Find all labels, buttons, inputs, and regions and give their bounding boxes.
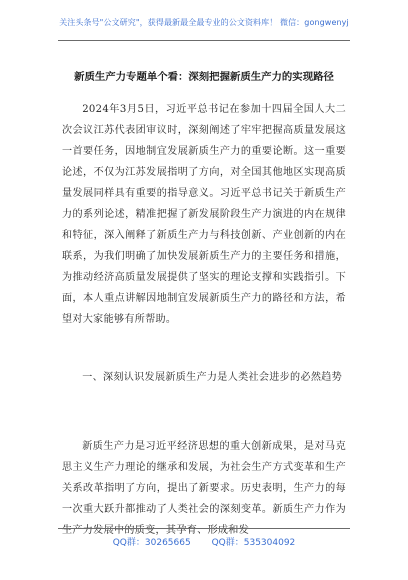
footer-qq-group-2: QQ群：535304092	[211, 538, 296, 548]
footer-divider	[58, 528, 350, 529]
footer-qq-group-1: QQ群：30265665	[112, 538, 191, 548]
document-title: 新质生产力专题单个看：深刻把握新质生产力的实现路径	[74, 71, 334, 83]
header-promo-note: 关注头条号"公文研究"，获得最新最全最专业的公文资料库！ 微信：gongwenyj	[59, 18, 349, 27]
body-paragraph-section-1: 新质生产力是习近平经济思想的重大创新成果，是对马克思主义生产力理论的继承和发展，为社会生产方式变革和生产关系改革指明了方向，提出了新要求。历史表明，生产力的每一次重大跃升都推动了人类社会的深刻变革。新质生产力作为生产力发展中的质变，其孕育、形成和发	[62, 441, 346, 536]
header-divider	[58, 40, 350, 41]
section-heading-1: 一、深刻认识发展新质生产力是人类社会进步的必然趋势	[82, 372, 343, 383]
footer-contact	[0, 535, 408, 548]
body-paragraph-intro: 2024年3月5日，习近平总书记在参加十四届全国人大二次会议江苏代表团审议时，深刻阐述了牢牢把握高质量发展这一首要任务，因地制宜发展新质生产力的重要论断。这一重要论述，不仅为江苏发展指明了方向，对全国其他地区实现高质量发展同样具有重要的指导意义。习近平总书记关于新质生产力的系列论述，精准把握了新发展阶段生产力演进的内在规律和特征，深入阐释了新质生产力与科技创新、产业创新的内在联系，为我们明确了加快发展新质生产力的主要任务和措施，为推动经济高质量发展提供了坚实的理论支撑和实践指引。下面，本人重点讲解因地制宜发展新质生产力的路径和方法，希望对大家能够有所帮助。	[62, 104, 346, 325]
